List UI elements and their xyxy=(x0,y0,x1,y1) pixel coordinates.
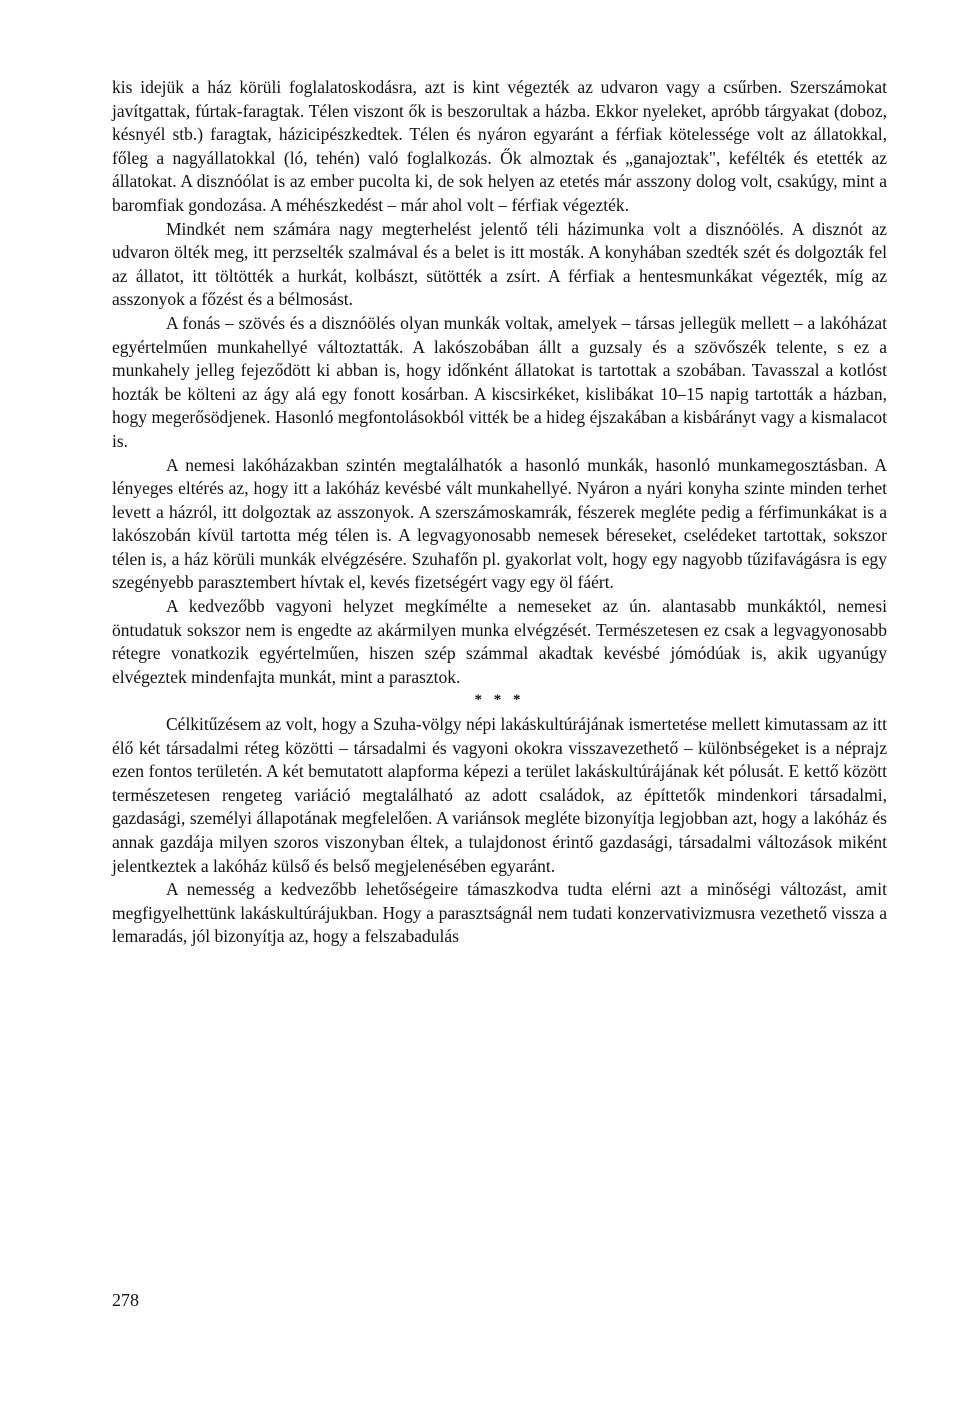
paragraph: Mindkét nem számára nagy megterhelést jelentő téli házimunka volt a disznóölés. A disznót az udvaron ölték meg, itt perzselték szalmával és a belet is itt mosták. A konyhában szedték szét és dolgozták fel az állatot, itt töltötték a hurkát, kolbászt, sütötték a zsírt. A férfiak a hentesmunkákat végezték, míg az asszonyok a főzést és a bélmosást. xyxy=(112,218,887,310)
body-text xyxy=(112,76,887,949)
paragraph: A nemesség a kedvezőbb lehetőségeire támaszkodva tudta elérni azt a minőségi változást, amit megfigyelhettünk lakáskultúrájukban. Hogy a parasztságnál nem tudati konzervativizmusra vezethető vissza a lemaradás, jól bizonyítja az, hogy a felszabadulás xyxy=(112,879,887,947)
paragraph: kis idejük a ház körüli foglalatoskodásra, azt is kint végezték az udvaron vagy a csűrben. Szerszámokat javítgattak, fúrtak-faragtak. Télen viszont ők is beszorultak a házba. Ekkor nyeleket, apróbb tárgyakat (doboz, késnyél stb.) faragtak, házicipészkedtek. Télen és nyáron egyaránt a férfiak kötelessége volt az állatokkal, főleg a nagyállatokkal (ló, tehén) való foglalkozás. Ők almoztak és „ganajoztak", kefélték és etették az állatokat. A disznóólat is az ember pucolta ki, de sok helyen az etetés már asszony dolog volt, csakúgy, mint a baromfiak gondozása. A méhészkedést – már ahol volt – férfiak végezték. xyxy=(112,77,887,215)
section-separator: * * * xyxy=(474,692,525,709)
page-number: 278 xyxy=(112,1290,139,1310)
paragraph: A fonás – szövés és a disznóölés olyan munkák voltak, amelyek – társas jellegük mellett – a lakóházat egyértelműen munkahellyé változtatták. A lakószobában állt a guzsaly és a szövőszék telente, s ez a munkahely jelleg fejeződött ki abban is, hogy időnként állatokat is tartottak a szobában. Tavasszal a kotlóst hozták be költeni az ágy alá egy fonott kosárban. A kiscsirkéket, kislibákat 10–15 napig tartották a házban, hogy megerősödjenek. Hasonló megfontolásokból vitték be a hideg éjszakában a kisbárányt vagy a kismalacot is. xyxy=(112,312,887,451)
paragraph: A kedvezőbb vagyoni helyzet megkímélte a nemeseket az ún. alantasabb munkáktól, nemesi öntudatuk sokszor nem is engedte az akármilyen munka elvégzését. Természetesen ez csak a legvagyonosabb rétegre vonatkozik egyértelműen, hiszen szép számmal akadtak kevésbé jómódúak is, akik ugyanúgy elvégeztek mindenfajta munkát, mint a parasztok. xyxy=(112,596,887,687)
paragraph: Célkitűzésem az volt, hogy a Szuha-völgy népi lakáskultúrájának ismertetése mellett kimutassam az itt élő két társadalmi réteg közötti – társadalmi és vagyoni okokra visszavezethető – különbségeket is a néprajz ezen fontos területén. A két bemutatott alapforma képezi a terület lakáskultúrájának két pólusát. E kettő között természetesen rengeteg variáció megtalálható az adott családok, az építtetők mindenkori társadalmi, gazdasági, személyi állapotának megfelelően. A variánsok megléte bizonyítja legjobban azt, hogy a lakóház és annak gazdája milyen szoros viszonyban éltek, a tulajdonost érintő gazdasági, társadalmi változások miként jelentkeztek a lakóház külső és belső megjelenésében egyaránt. xyxy=(112,714,887,876)
paragraph: A nemesi lakóházakban szintén megtalálhatók a hasonló munkák, hasonló munkamegosztásban. A lényeges eltérés az, hogy itt a lakóház kevésbé vált munkahellyé. Nyáron a nyári konyha szinte minden terhet levett a házról, itt dolgoztak az asszonyok. A szerszámoskamrák, fészerek megléte pedig a férfimunkákat is a lakószobán kívül tartotta még télen is. A legvagyonosabb nemesek béreseket, cselédeket tartottak, sokszor télen is, a ház körüli munkák elvégzésére. Szuhafőn pl. gyakorlat volt, hogy egy nagyobb tűzifavágásra is egy szegényebb parasztembert hívtak el, kevés fizetségért vagy egy öl fáért. xyxy=(112,454,887,593)
